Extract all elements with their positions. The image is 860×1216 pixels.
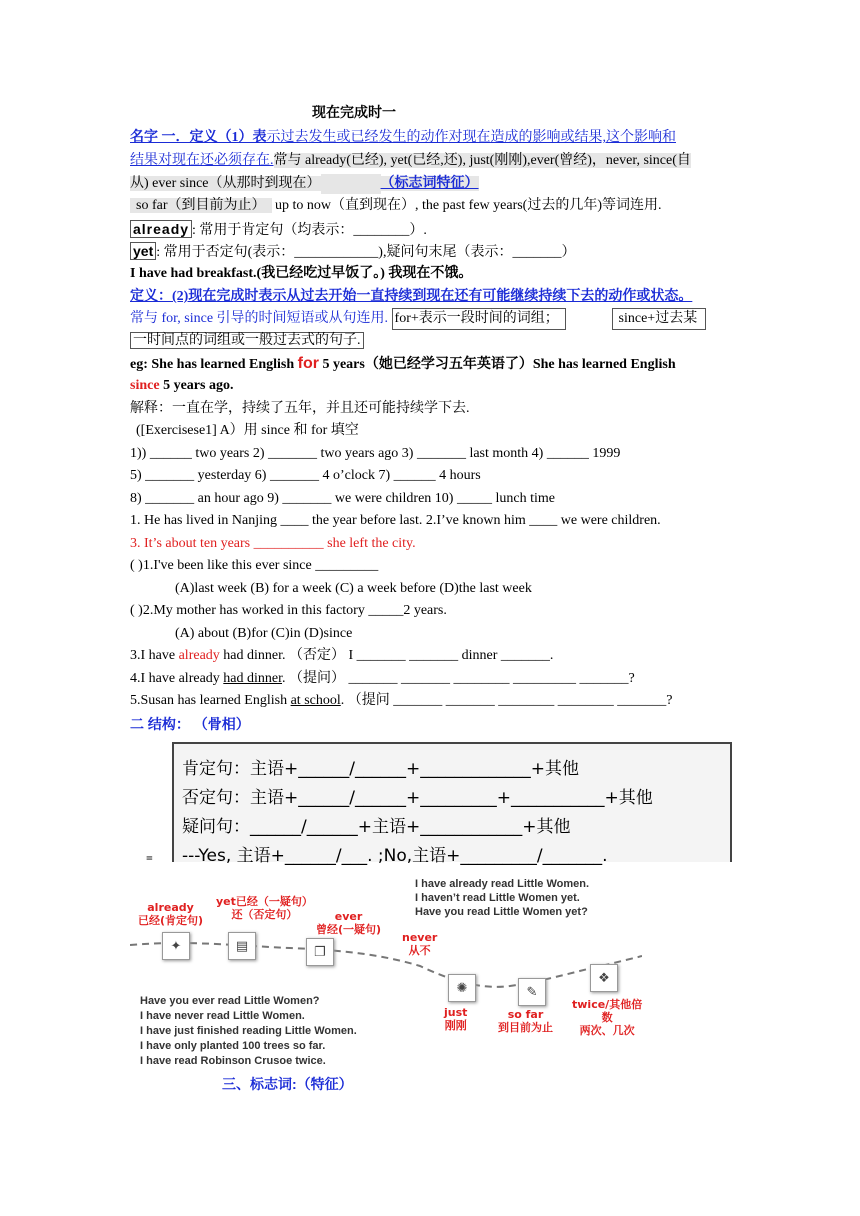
label-twice-text: twice/其他倍 数 两次、几次 <box>572 998 643 1037</box>
transform-q5 <box>130 691 672 711</box>
eg-line2 <box>130 376 233 396</box>
open-book-icon: ❖ <box>590 964 618 992</box>
def1-uptonow: up to now（直到现在）, the past few years(过去的几年)等词连用. <box>271 198 662 213</box>
since-rule-cont: 一时间点的词组或一般过去式的句子. <box>130 332 364 349</box>
t3-b: had dinner. （否定） I _______ _______ dinner _______. <box>219 648 554 663</box>
structure-negative: 否定句：主语+______/______+_________+___________+其他 <box>182 788 653 808</box>
label-never <box>402 931 437 957</box>
structure-box <box>172 742 732 866</box>
exercise-heading: ([Exercisese1] A）用 since 和 for 填空 <box>136 423 359 438</box>
def1-line2 <box>130 151 691 171</box>
bottom-example-2: I have never read Little Women. <box>140 1010 305 1022</box>
sun-icon: ✺ <box>448 974 476 1002</box>
def2-text: 常与 for, since 引导的时间短语或从句连用. <box>130 311 389 326</box>
exercise-q3: 3. It’s about ten years __________ she left the city. <box>130 536 416 551</box>
structure-answer: ---Yes, 主语+______/___. ;No,主语+_________/_______. <box>182 846 608 866</box>
top-example-2: I haven’t read Little Women yet. <box>415 892 580 904</box>
for-rule-box: for+表示一段时间的词组； <box>392 308 566 330</box>
def1-feature-tag: （标志词特征） <box>380 176 479 191</box>
eg-line1 <box>130 354 676 375</box>
label-already-text: already 已经(肯定句) <box>138 901 204 927</box>
def1-since: 从) ever since（从那时到现在） <box>130 176 321 191</box>
top-example-1: I have already read Little Women. <box>415 878 590 890</box>
t5-b: . （提问 _______ _______ ________ ________ _______? <box>340 693 673 708</box>
def1-heading: 名字 一．定义（1）表 <box>130 130 267 145</box>
example-breakfast: I have had breakfast.(我已经吃过早饭了。) 我现在不饿。 <box>130 266 473 281</box>
structure-question: 疑问句：______/______+主语+____________+其他 <box>182 817 571 837</box>
word-yet: yet <box>130 242 156 260</box>
section3-heading: 三、标志词:（特征） <box>222 1076 353 1092</box>
label-never-text: never 从不 <box>402 931 438 957</box>
bottom-example-5: I have read Robinson Crusoe twice. <box>140 1055 326 1067</box>
def1-line4 <box>130 196 662 216</box>
exercise-row1: 1)) ______ two years 2) _______ two years ago 3) _______ last month 4) ______ 1999 <box>130 446 621 461</box>
choice-q2: ( )2.My mother has worked in this factory _____2 years. <box>130 603 447 618</box>
def2-line1 <box>130 287 692 307</box>
label-just-text: just 刚刚 <box>444 1006 468 1032</box>
page-title: 现在完成时一 <box>312 106 396 121</box>
t4-b: . （提问） _______ _______ ________ _________ _______? <box>282 671 635 686</box>
transform-q3 <box>130 646 553 666</box>
def1-line6 <box>130 241 575 263</box>
label-ever <box>316 910 381 936</box>
exercise-row3: 8) _______ an hour ago 9) _______ we were children 10) _____ lunch time <box>130 491 555 506</box>
exercise-row2: 5) _______ yesterday 6) _______ 4 o’clock 7) ______ 4 hours <box>130 468 481 483</box>
bottom-example-3: I have just finished reading Little Women. <box>140 1025 357 1037</box>
t4-a: 4.I have already <box>130 671 224 686</box>
t3-a: 3.I have <box>130 648 179 663</box>
def1-line1 <box>130 128 676 148</box>
choice-q1-options: (A)last week (B) for a week (C) a week before (D)the last week <box>175 581 532 596</box>
choice-q2-options: (A) about (B)for (C)in (D)since <box>175 626 353 641</box>
equals-mark: = <box>146 851 153 865</box>
t5-a: 5.Susan has learned English <box>130 693 291 708</box>
bottom-example-4: I have only planted 100 trees so far. <box>140 1040 326 1052</box>
pen-icon: ✎ <box>518 978 546 1006</box>
label-twice <box>572 998 642 1037</box>
pin-icon: ✦ <box>162 932 190 960</box>
choice-q1: ( )1.I've been like this ever since _________ <box>130 558 379 573</box>
eg-text2: 5 years（她已经学习五年英语了）She has learned English <box>318 357 676 372</box>
def1-words: 常与 already(已经), yet(已经,还), just(刚刚),ever(曾经)，never, since(自 <box>273 153 691 168</box>
explanation: 解释：一直在学，持续了五年，并且还可能持续学下去. <box>130 401 470 416</box>
t4-underlined: had dinner <box>223 671 283 686</box>
top-example-3: Have you read Little Women yet? <box>415 906 588 918</box>
eg-text: eg: She has learned English <box>130 357 298 372</box>
def1-sofar: so far（到目前为止） <box>130 198 272 213</box>
since-rule-box: since+过去某 <box>612 308 706 330</box>
document-icon: ▤ <box>228 932 256 960</box>
def1-text2: 结果对现在还必须存在. <box>130 153 274 168</box>
label-just <box>444 1006 467 1032</box>
timeline-figure <box>130 868 642 1073</box>
yet-usage: : 常用于否定句(表示：____________),疑问句末尾（表示：_______） <box>156 245 576 260</box>
def2-line2 <box>130 308 706 330</box>
exercise-q1: 1. He has lived in Nanjing ____ the year before last. 2.I’ve known him ____ we were children. <box>130 513 661 528</box>
label-sofar <box>498 1008 553 1034</box>
eg-for: for <box>297 355 319 372</box>
label-sofar-text: so far 到目前为止 <box>498 1008 553 1034</box>
def1-line5 <box>130 219 427 241</box>
structure-heading: 二 结构： （骨相） <box>130 716 250 732</box>
label-yet <box>216 895 313 921</box>
structure-affirmative: 肯定句：主语+______/______+_____________+其他 <box>182 759 579 779</box>
transform-q4 <box>130 669 635 689</box>
def2-line3 <box>130 331 364 351</box>
def1-line3 <box>130 174 479 194</box>
def1-text: 示过去发生或已经发生的动作对现在造成的影响或结果,这个影响和 <box>266 130 676 145</box>
def2-heading: 定义：(2)现在完成时表示从过去开始一直持续到现在还有可能继续持续下去的动作或状态。 <box>130 289 693 304</box>
eg-text3: 5 years ago. <box>159 378 234 393</box>
already-usage: : 常用于肯定句（均表示：________）. <box>192 223 427 238</box>
eg-since: since <box>130 378 160 393</box>
label-yet-text: yet已经（一疑句） 还（否定句） <box>216 895 313 921</box>
t5-underlined: at school <box>290 693 341 708</box>
t3-already: already <box>178 648 220 663</box>
label-ever-text: ever 曾经(一疑句) <box>316 910 382 936</box>
bottom-example-1: Have you ever read Little Women? <box>140 995 320 1007</box>
word-already: already <box>130 220 192 238</box>
book-icon: ❐ <box>306 938 334 966</box>
label-already <box>138 901 203 927</box>
